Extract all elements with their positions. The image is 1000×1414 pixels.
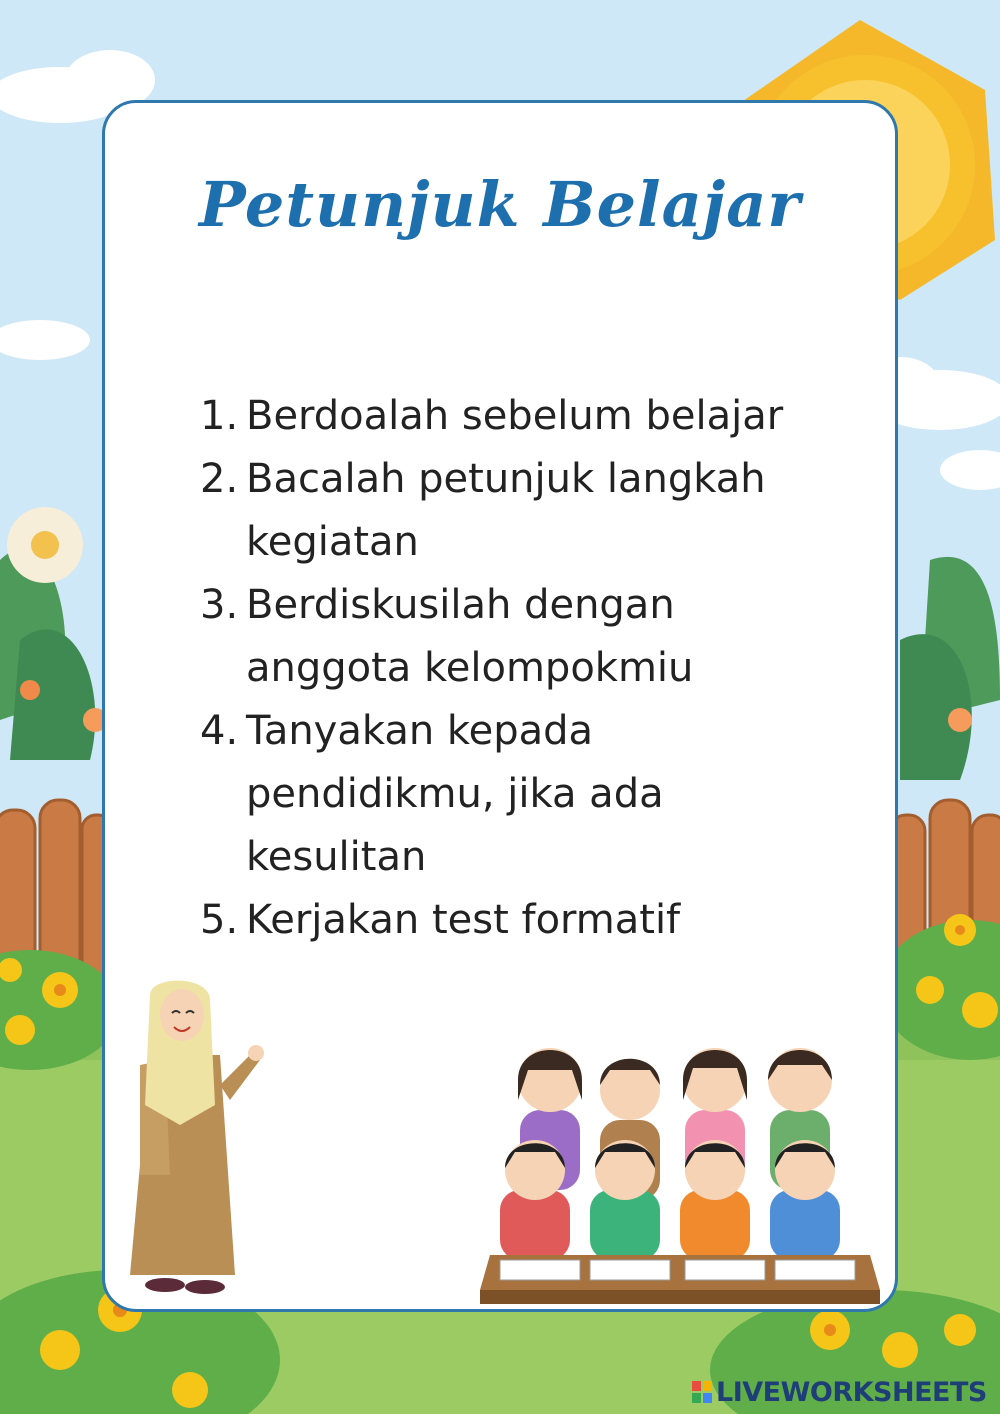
step-text: Berdoalah sebelum belajar <box>246 393 784 439</box>
step-number: 2. <box>200 456 239 502</box>
step-number: 5. <box>200 897 239 943</box>
students-illustration <box>470 1040 890 1310</box>
step-text: Berdiskusilah dengan anggota kelompokmiu <box>246 582 694 691</box>
step-number: 3. <box>200 582 239 628</box>
liveworksheets-logo-icon <box>692 1381 712 1403</box>
list-item <box>200 385 840 448</box>
watermark <box>692 1377 987 1408</box>
instruction-list <box>200 385 840 952</box>
list-item <box>200 889 840 952</box>
list-item <box>200 574 840 700</box>
list-item <box>200 448 840 574</box>
step-text: Tanyakan kepada pendidikmu, jika ada kesulitan <box>246 708 664 880</box>
page-title: Petunjuk Belajar <box>198 168 802 241</box>
step-text: Kerjakan test formatif <box>246 897 681 943</box>
step-number: 1. <box>200 393 239 439</box>
step-text: Bacalah petunjuk langkah kegiatan <box>246 456 766 565</box>
watermark-text: LIVEWORKSHEETS <box>716 1377 987 1408</box>
step-number: 4. <box>200 708 239 754</box>
teacher-illustration <box>110 975 270 1305</box>
list-item <box>200 700 840 889</box>
